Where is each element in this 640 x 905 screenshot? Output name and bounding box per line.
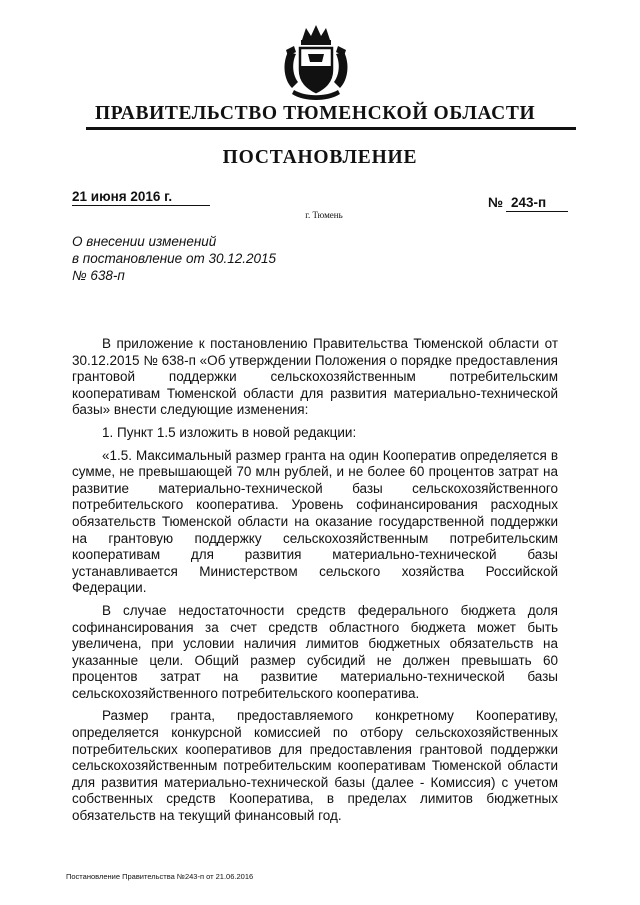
subject-line: № 638-п — [72, 268, 125, 283]
header-divider — [86, 127, 576, 130]
page-footer: Постановление Правительства №243-п от 21.06.2016 — [66, 872, 254, 881]
body-paragraph: В приложение к постановлению Правительства Тюменской области от 30.12.2015 № 638-п «Об утверждении Положения о порядке предоставления грантовой поддержки сельскохозяйственным потребительским кооперативам Тюменской области для развития материально-технической базы» внести следующие изменения: — [72, 336, 558, 418]
document-number: 243-п — [511, 195, 547, 210]
document-type: ПОСТАНОВЛЕНИЕ — [222, 147, 418, 168]
document-body — [72, 336, 558, 825]
document-subject — [72, 233, 276, 284]
tyumen-coat-of-arms-icon — [278, 22, 354, 104]
document-date: 21 июня 2016 г. — [72, 189, 173, 204]
organization-title: ПРАВИТЕЛЬСТВО ТЮМЕНСКОЙ ОБЛАСТИ — [95, 103, 536, 124]
subject-line: О внесении изменений — [72, 234, 217, 249]
city: г. Тюмень — [305, 210, 343, 220]
number-label: № — [488, 195, 504, 210]
subject-line: в постановление от 30.12.2015 — [72, 251, 277, 266]
body-paragraph: В случае недостаточности средств федерального бюджета доля софинансирования за счет средств областного бюджета может быть увеличена, при условии наличия лимитов бюджетных обязательств на указанные цели. Общий размер субсидий не должен превышать 60 процентов затрат на развитие материально-технической базы сельскохозяйственного потребительского кооператива. — [72, 602, 558, 701]
body-paragraph: Размер гранта, предоставляемого конкретному Кооперативу, определяется конкурсной комиссией по отбору сельскохозяйственных потребительских кооперативов для предоставления грантовой поддержки сельскохозяйственным потребительским кооперативам Тюменской области для развития материально-технической базы (далее - Комиссия) с учетом собственных средств Кооператива, в пределах лимитов бюджетных обязательств на текущий финансовый год. — [72, 708, 558, 824]
date-underline — [72, 205, 210, 206]
body-paragraph: 1. Пункт 1.5 изложить в новой редакции: — [102, 424, 357, 440]
body-paragraph: «1.5. Максимальный размер гранта на один Кооператив определяется в сумме, не превышающей 70 млн рублей, и не более 60 процентов затрат на развитие материально-технической базы сельскохозяйственного потребительского кооператива. Уровень софинансирования расходных обязательств Тюменской области на оказание государственной поддержки на грантовую поддержку сельскохозяйственным потребительским кооперативам для развития материально-технической базы устанавливается Министерством сельского хозяйства Российской Федерации. — [72, 447, 558, 596]
